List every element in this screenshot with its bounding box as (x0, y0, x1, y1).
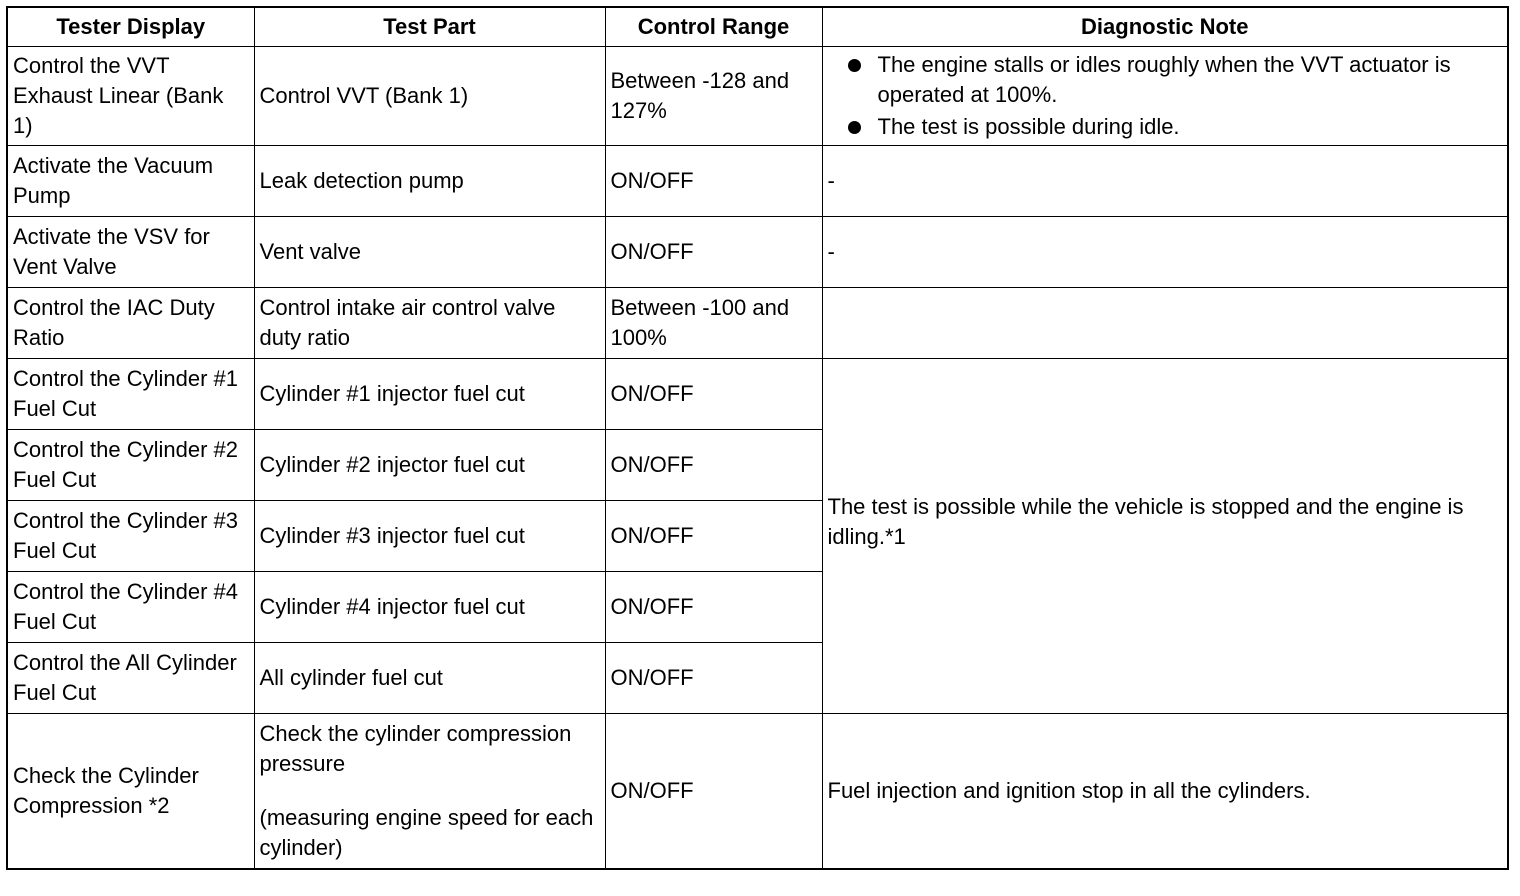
diagnostic-note-cell: - (822, 217, 1508, 288)
header-test-part: Test Part (254, 7, 605, 47)
test-part-cell: Vent valve (254, 217, 605, 288)
control-range-cell: ON/OFF (605, 572, 822, 643)
test-part-text: Check the cylinder compression pressure (259, 721, 572, 776)
test-part-cell: Control intake air control valve duty ratio (254, 288, 605, 359)
diagnostic-note-cell: - (822, 146, 1508, 217)
control-range-cell: ON/OFF (605, 146, 822, 217)
note-item (828, 112, 1503, 142)
tester-display-cell: Control the VVT Exhaust Linear (Bank 1) (7, 47, 254, 146)
diagnostic-note-cell (822, 288, 1508, 359)
control-range-cell: ON/OFF (605, 359, 822, 430)
note-list (828, 50, 1503, 142)
tester-display-cell: Control the Cylinder #1 Fuel Cut (7, 359, 254, 430)
active-test-table (6, 6, 1509, 870)
table-row (7, 359, 1508, 430)
header-control-range: Control Range (605, 7, 822, 47)
table-row (7, 288, 1508, 359)
test-part-cell: Cylinder #4 injector fuel cut (254, 572, 605, 643)
control-range-cell: ON/OFF (605, 501, 822, 572)
test-part-cell: Control VVT (Bank 1) (254, 47, 605, 146)
control-range-cell: Between -100 and 100% (605, 288, 822, 359)
tester-display-cell: Check the Cylinder Compression *2 (7, 714, 254, 870)
control-range-cell: Between -128 and 127% (605, 47, 822, 146)
header-row (7, 7, 1508, 47)
control-range-cell: ON/OFF (605, 430, 822, 501)
control-range-cell: ON/OFF (605, 643, 822, 714)
note-text: The test is possible during idle. (877, 114, 1180, 139)
test-part-cell: Cylinder #3 injector fuel cut (254, 501, 605, 572)
tester-display-cell: Activate the Vacuum Pump (7, 146, 254, 217)
bullet-icon (848, 121, 861, 134)
note-text: The test is possible while the vehicle is stopped and the engine is idling.*1 (827, 494, 1464, 549)
test-part-cell: Cylinder #1 injector fuel cut (254, 359, 605, 430)
tester-display-cell: Control the Cylinder #2 Fuel Cut (7, 430, 254, 501)
test-part-extra-text: (measuring engine speed for each cylinder) (259, 805, 594, 860)
test-part-cell: All cylinder fuel cut (254, 643, 605, 714)
test-part-cell (254, 714, 605, 870)
note-item (828, 50, 1503, 110)
tester-display-cell: Control the Cylinder #3 Fuel Cut (7, 501, 254, 572)
tester-display-cell: Control the IAC Duty Ratio (7, 288, 254, 359)
bullet-icon (848, 59, 861, 72)
table-row (7, 714, 1508, 870)
control-range-cell: ON/OFF (605, 217, 822, 288)
diagnostic-note-cell (822, 47, 1508, 146)
header-tester-display: Tester Display (7, 7, 254, 47)
control-range-cell: ON/OFF (605, 714, 822, 870)
table-row (7, 146, 1508, 217)
table-row (7, 47, 1508, 146)
diagnostic-note-cell: Fuel injection and ignition stop in all the cylinders. (822, 714, 1508, 870)
tester-display-cell: Control the All Cylinder Fuel Cut (7, 643, 254, 714)
tester-display-cell: Control the Cylinder #4 Fuel Cut (7, 572, 254, 643)
test-part-cell: Cylinder #2 injector fuel cut (254, 430, 605, 501)
header-diagnostic-note: Diagnostic Note (822, 7, 1508, 47)
note-text: The engine stalls or idles roughly when the VVT actuator is operated at 100%. (877, 52, 1451, 107)
fuel-cut-note-cell (822, 359, 1508, 714)
test-part-cell: Leak detection pump (254, 146, 605, 217)
table-row (7, 217, 1508, 288)
tester-display-cell: Activate the VSV for Vent Valve (7, 217, 254, 288)
